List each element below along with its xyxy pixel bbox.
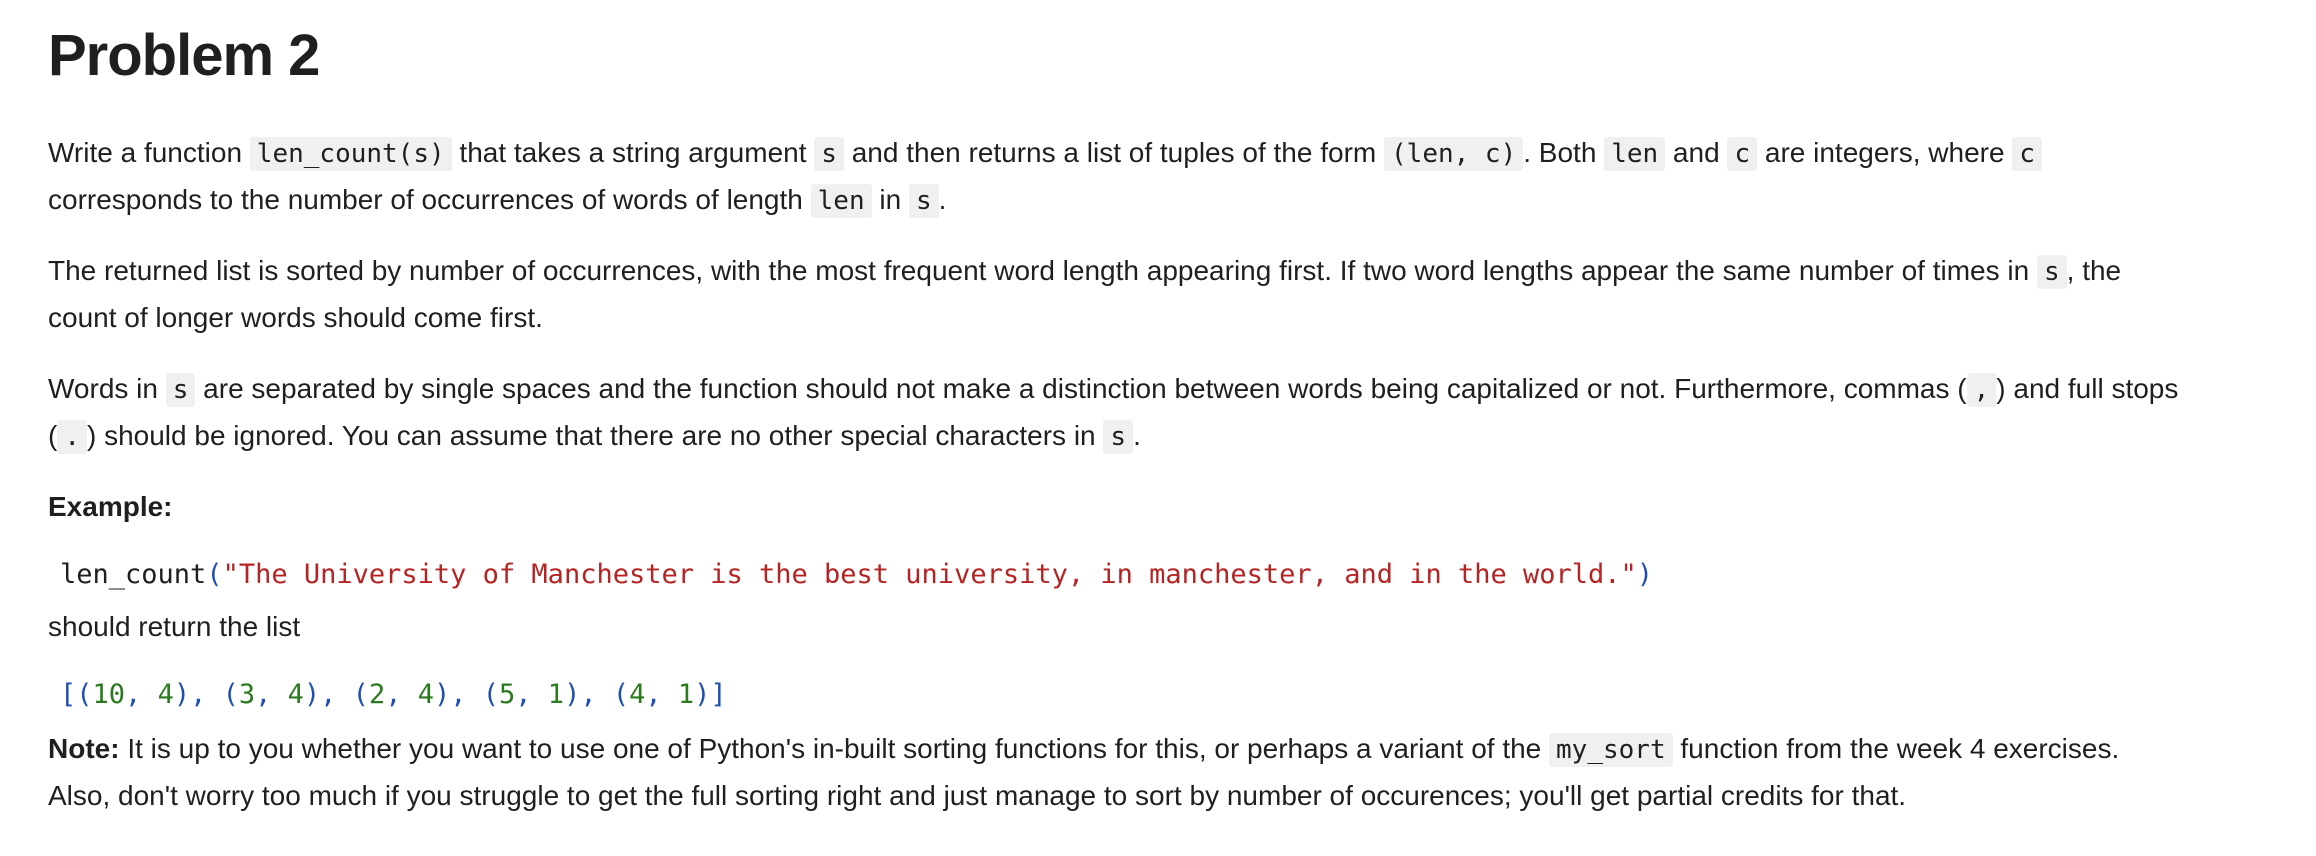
tuple-count: 4 bbox=[417, 679, 434, 710]
tuple-len: 4 bbox=[629, 679, 646, 710]
tuple-len: 5 bbox=[499, 679, 516, 710]
inline-code: , bbox=[1967, 373, 1997, 407]
inline-code: len bbox=[1604, 137, 1665, 171]
tuple-count: 4 bbox=[287, 679, 304, 710]
example-heading: Example: bbox=[48, 491, 173, 522]
inline-code: . bbox=[57, 420, 87, 454]
inline-code: s bbox=[814, 137, 844, 171]
inline-code: (len, c) bbox=[1384, 137, 1523, 171]
example-code: len_count("The University of Manchester is the best university, in manchester, and in the world.") bbox=[60, 559, 1654, 590]
tuple-count: 4 bbox=[157, 679, 174, 710]
inline-code: s bbox=[1103, 420, 1133, 454]
inline-code: c bbox=[1727, 137, 1757, 171]
should-return-text: should return the list bbox=[48, 611, 301, 642]
tuple-len: 3 bbox=[238, 679, 256, 710]
tuple-len: 10 bbox=[92, 679, 126, 710]
note-paragraph: Note: It is up to you whether you want to use one of Python's in-built sorting functions for this, or perhaps a variant of the my_sort function from the week 4 exercises. Also, don't worry too much if you struggle to get the full sorting right and just manage to sort by number of occurences; you'll get partial credits for that. bbox=[48, 733, 2120, 811]
tuple-len: 2 bbox=[368, 679, 386, 710]
inline-code: s bbox=[909, 184, 939, 218]
tuple-count: 1 bbox=[547, 679, 565, 710]
inline-code: len_count(s) bbox=[250, 137, 452, 171]
page-title: Problem 2 bbox=[48, 23, 320, 88]
result-code: [(10, 4), (3, 4), (2, 4), (5, 1), (4, 1)] bbox=[60, 679, 727, 710]
tuple-count: 1 bbox=[677, 679, 695, 710]
inline-code: len bbox=[811, 184, 872, 218]
description-paragraph-3: Words in s are separated by single spaces and the function should not make a distinction between words being capitalized or not. Furthermore, commas ( , ) and full stops ( . ) should be ignored. You can assume that there are no other special characters in s . bbox=[48, 373, 2179, 452]
inline-code: s bbox=[2037, 255, 2067, 289]
description-paragraph-1: Write a function len_count(s) that takes a string argument s and then returns a list of tuples of the form (len, c) . Both len and c are integers, where c corresponds to the number of occurrences of words of length len in s . bbox=[48, 130, 2288, 224]
inline-code: c bbox=[2012, 137, 2042, 171]
inline-code: my_sort bbox=[1549, 733, 1673, 767]
description-paragraph-2: The returned list is sorted by number of occurrences, with the most frequent word length appearing first. If two word lengths appear the same number of times in s , the count of longer words should come first. bbox=[48, 255, 2122, 333]
inline-code: s bbox=[166, 373, 196, 407]
